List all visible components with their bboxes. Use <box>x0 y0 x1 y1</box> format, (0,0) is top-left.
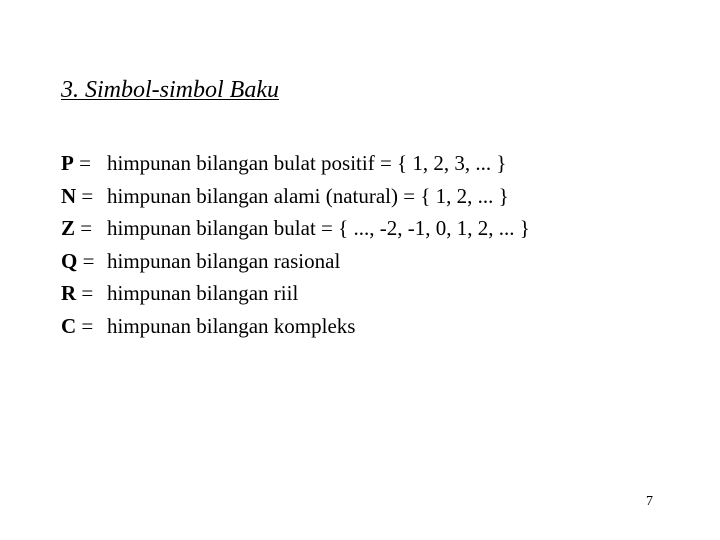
definition-description: himpunan bilangan bulat = { ..., -2, -1, 0, 1, 2, ... } <box>107 216 530 240</box>
definition-row-r <box>61 277 530 310</box>
definition-symbol: C = <box>61 313 94 338</box>
definition-symbol: Q = <box>61 248 95 273</box>
definition-row-z <box>61 212 530 245</box>
definition-list <box>61 147 530 342</box>
definition-symbol: P = <box>61 151 91 175</box>
definition-symbol: Z = <box>61 216 93 240</box>
definition-row-q <box>61 245 530 278</box>
definition-description: himpunan bilangan kompleks <box>107 313 356 338</box>
slide-title: 3. Simbol-simbol Baku <box>61 77 279 103</box>
definition-row-p <box>61 147 530 180</box>
definition-row-n <box>61 180 530 213</box>
page-number: 7 <box>646 494 653 509</box>
definition-description: himpunan bilangan bulat positif = { 1, 2, 3, ... } <box>107 151 507 175</box>
definition-description: himpunan bilangan alami (natural) = { 1, 2, ... } <box>107 183 509 208</box>
definition-row-c <box>61 310 530 343</box>
definition-description: himpunan bilangan rasional <box>107 248 341 273</box>
definition-description: himpunan bilangan riil <box>107 281 299 305</box>
definition-symbol: N = <box>61 183 94 208</box>
definition-symbol: R = <box>61 281 94 305</box>
